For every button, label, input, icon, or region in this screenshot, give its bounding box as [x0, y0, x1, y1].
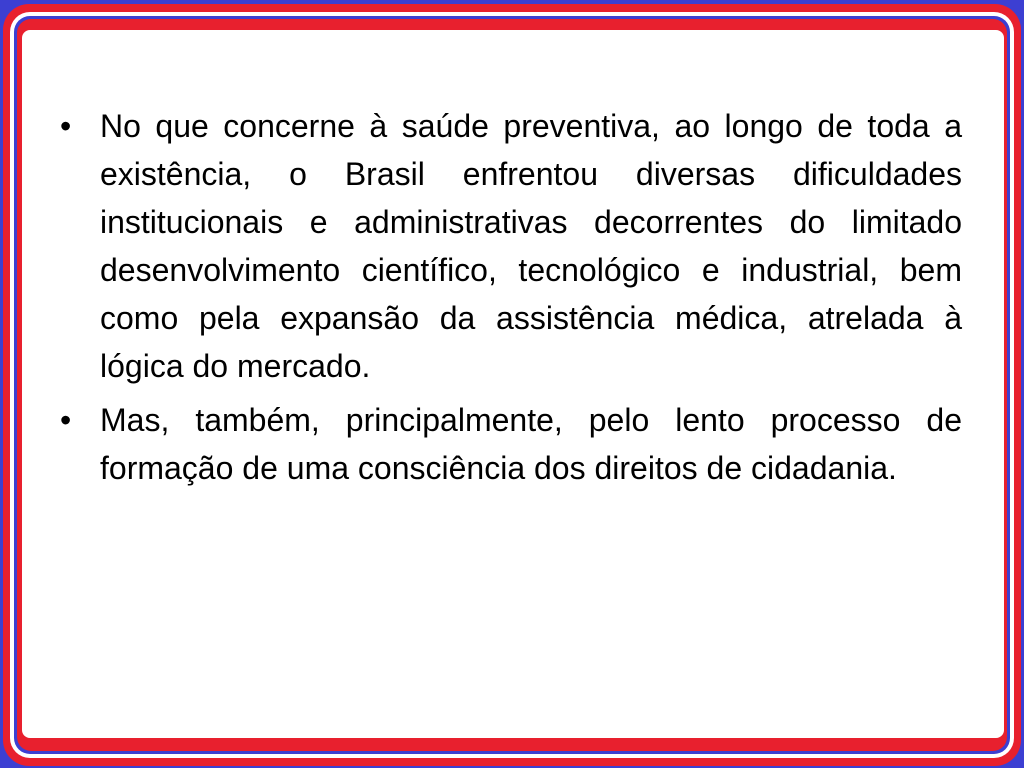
bullet-text: No que concerne à saúde preventiva, ao longo de toda a existência, o Brasil enfrentou diversas dificuldades institucionais e administrativas decorrentes do limitado desenvolvimento científico, tecnológico e industrial, bem como pela expansão da assistência médica, atrelada à lógica do mercado.: [100, 108, 962, 384]
bullet-dot-icon: •: [60, 402, 72, 438]
bullet-item-citizenship: [56, 396, 962, 492]
bullet-dot-icon: •: [60, 108, 72, 144]
bullet-text: Mas, também, principalmente, pelo lento processo de formação de uma consciência dos direitos de cidadania.: [100, 402, 962, 486]
slide-content-area: [22, 30, 1004, 738]
bullet-list: [56, 102, 962, 498]
bullet-item-health-history: [56, 102, 962, 390]
